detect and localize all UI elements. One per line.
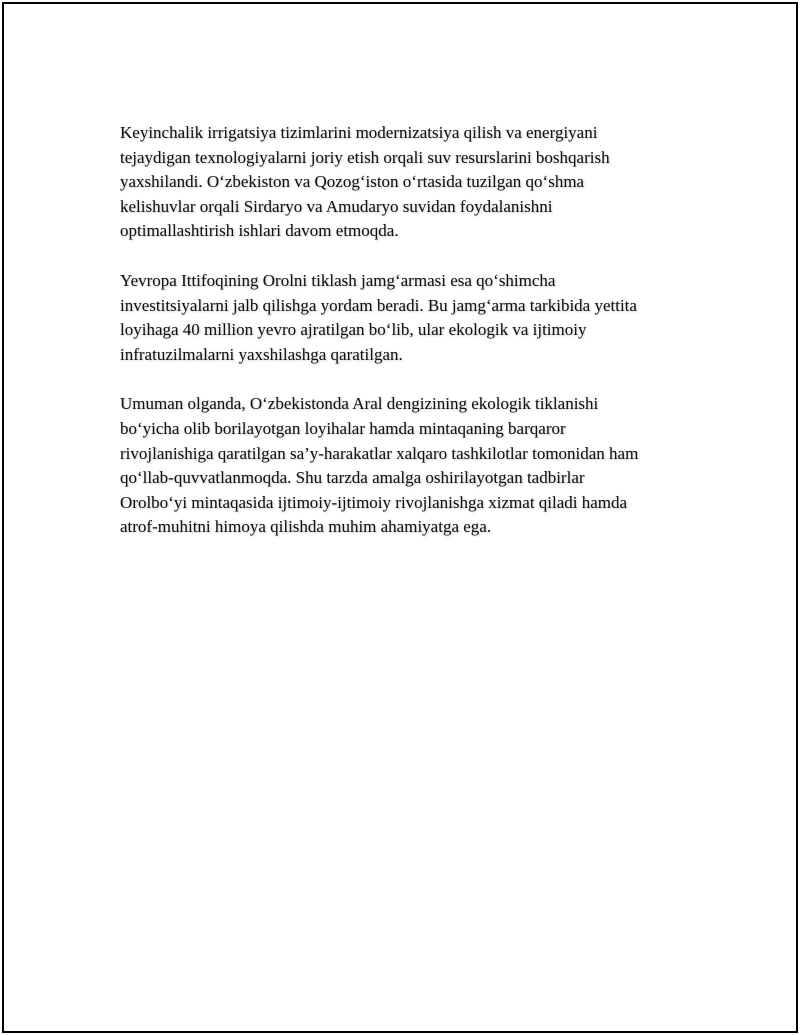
- page-frame: [2, 2, 798, 1033]
- paragraph-line: Keyinchalik irrigatsiya tizimlarini modernizatsiya qilish va energiyani: [120, 123, 598, 142]
- paragraph-line: Orolbo‘yi mintaqasida ijtimoiy-ijtimoiy rivojlanishga xizmat qiladi hamda: [120, 492, 628, 512]
- paragraph-line: Yevropa Ittifoqining Orolni tiklash jamg‘armasi esa qo‘shimcha: [120, 270, 556, 290]
- paragraph-line: optimallashtirish ishlari davom etmoqda.: [120, 221, 399, 241]
- paragraph-1: [120, 121, 700, 244]
- paragraph-line: tejaydigan texnologiyalarni joriy etish orqali suv resurslarini boshqarish: [120, 147, 610, 167]
- paragraph-2: [120, 269, 700, 367]
- paragraph-3: [120, 392, 700, 540]
- paragraph-line: rivojlanishiga qaratilgan sa’y-harakatlar xalqaro tashkilotlar tomonidan ham: [120, 443, 639, 463]
- document-body: [120, 121, 700, 565]
- paragraph-line: qo‘llab-quvvatlanmoqda. Shu tarzda amalga oshirilayotgan tadbirlar: [120, 468, 585, 488]
- paragraph-line: investitsiyalarni jalb qilishga yordam beradi. Bu jamg‘arma tarkibida yettita: [120, 295, 637, 315]
- paragraph-line: atrof-muhitni himoya qilishda muhim ahamiyatga ega.: [120, 517, 492, 537]
- paragraph-line: infratuzilmalarni yaxshilashga qaratilgan.: [120, 344, 403, 364]
- paragraph-line: bo‘yicha olib borilayotgan loyihalar hamda mintaqaning barqaror: [120, 418, 566, 438]
- paragraph-line: loyihaga 40 million yevro ajratilgan bo‘lib, ular ekologik va ijtimoiy: [120, 320, 587, 340]
- paragraph-line: kelishuvlar orqali Sirdaryo va Amudaryo suvidan foydalanishni: [120, 196, 553, 216]
- paragraph-line: Umuman olganda, O‘zbekistonda Aral dengizining ekologik tiklanishi: [120, 394, 599, 414]
- paragraph-line: yaxshilandi. O‘zbekiston va Qozog‘iston o‘rtasida tuzilgan qo‘shma: [120, 172, 585, 192]
